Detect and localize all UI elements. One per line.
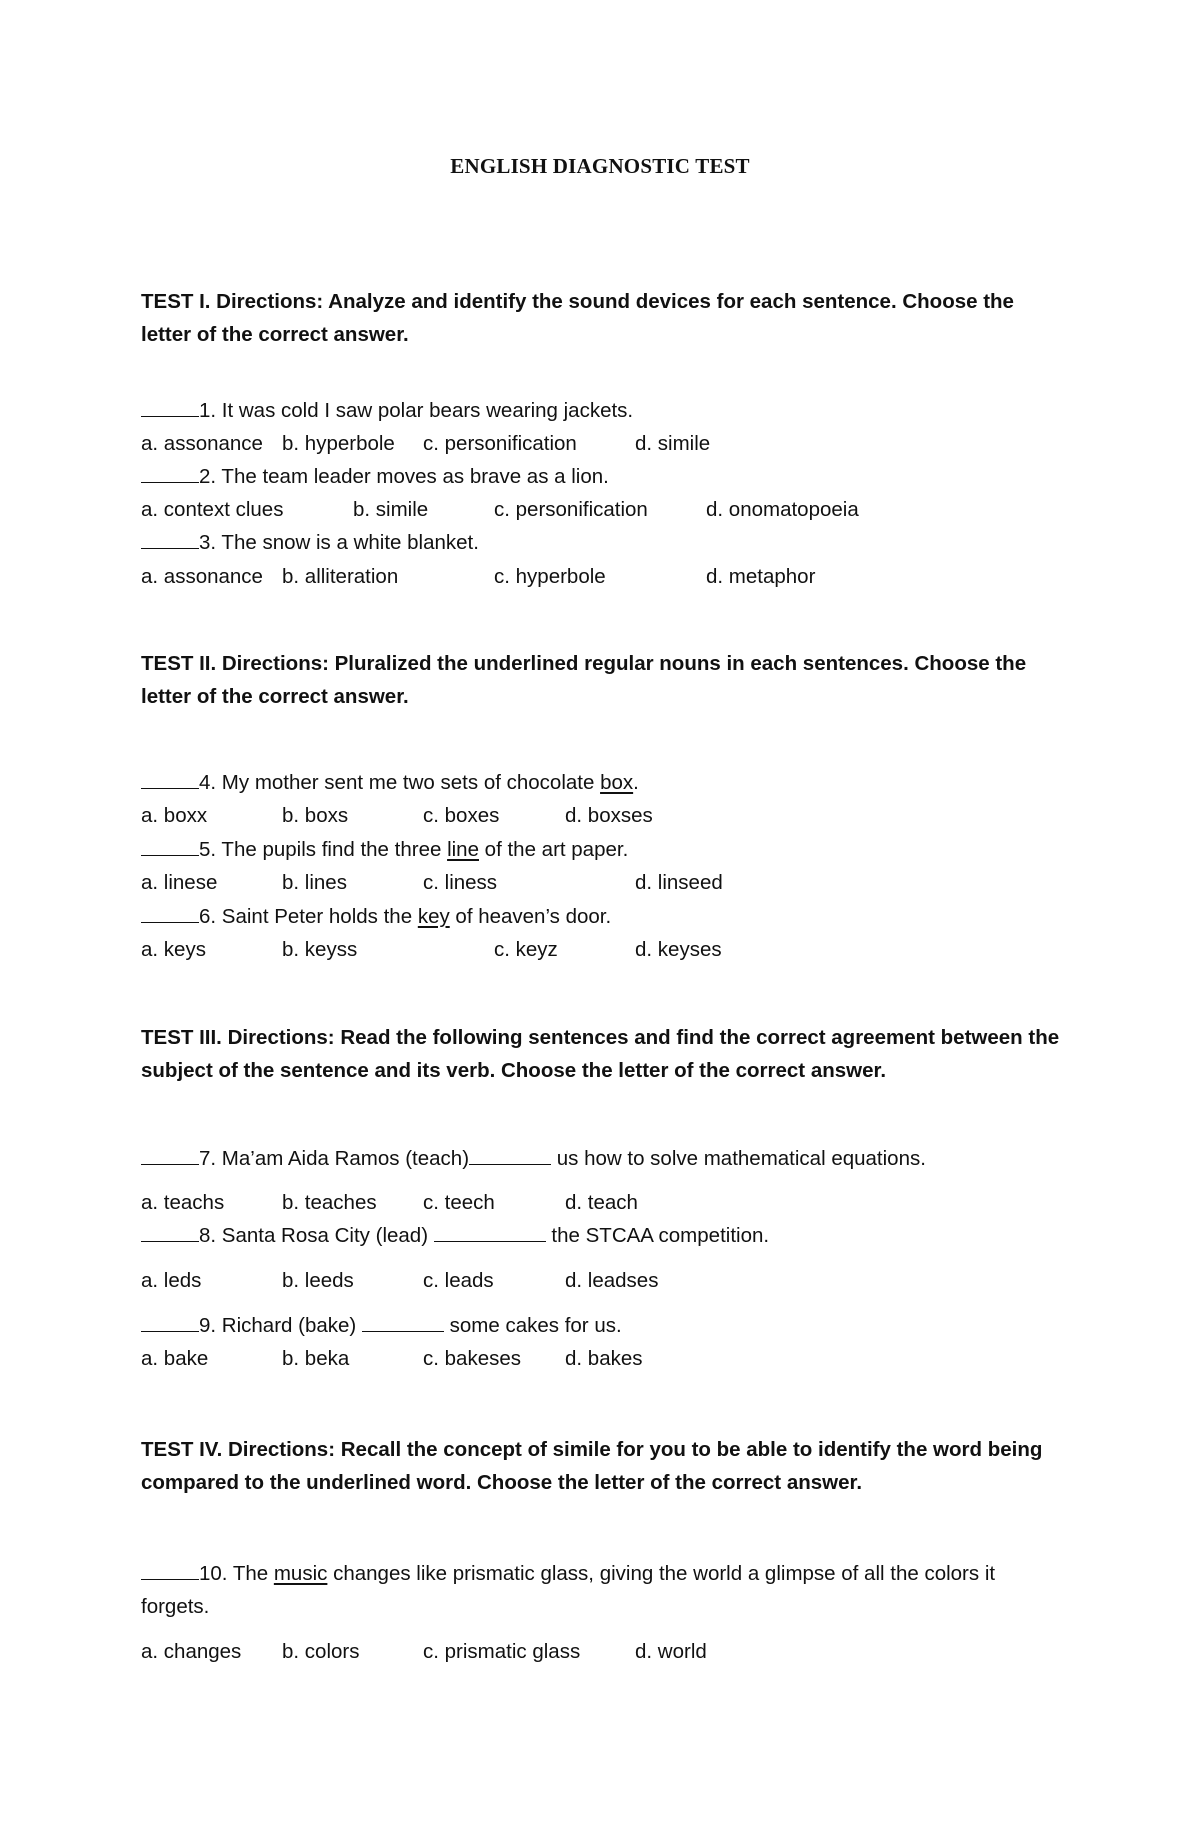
page-title: ENGLISH DIAGNOSTIC TEST	[450, 154, 750, 178]
answer-blank[interactable]	[141, 902, 199, 923]
underlined-word: line	[447, 838, 479, 861]
test-3-directions: TEST III. Directions: Read the following sentences and find the correct agreement between the subject of the sentence and its verb. Choose the letter of the correct answer.	[141, 1026, 1060, 1082]
option-d[interactable]: d. teach	[565, 1191, 638, 1214]
option-b[interactable]: b. simile	[353, 498, 429, 521]
option-c[interactable]: c. leads	[423, 1269, 494, 1292]
question-6: 6. Saint Peter holds the key of heaven’s door.	[141, 900, 1081, 933]
option-d[interactable]: d. linseed	[635, 871, 723, 894]
question-3: 3. The snow is a white blanket.	[141, 526, 1081, 559]
answer-blank[interactable]	[141, 396, 199, 417]
question-10: 10. The music changes like prismatic glass, giving the world a glimpse of all the colors it forgets.	[141, 1557, 1061, 1623]
option-c[interactable]: c. hyperbole	[494, 565, 606, 588]
answer-blank[interactable]	[141, 768, 199, 789]
question-4: 4. My mother sent me two sets of chocolate box.	[141, 766, 1081, 799]
question-2: 2. The team leader moves as brave as a lion.	[141, 460, 1081, 493]
underlined-word: box	[600, 771, 634, 794]
answer-blank[interactable]	[141, 1311, 199, 1332]
underlined-word: key	[417, 905, 450, 928]
test-4-directions: TEST IV. Directions: Recall the concept of simile for you to be able to identify the word being compared to the underlined word. Choose the letter of the correct answer.	[141, 1438, 1043, 1494]
option-c[interactable]: c. prismatic glass	[423, 1640, 581, 1663]
option-a[interactable]: a. keys	[141, 938, 206, 961]
option-b[interactable]: b. keyss	[282, 938, 358, 961]
underlined-word: music	[273, 1562, 328, 1585]
answer-blank[interactable]	[141, 462, 199, 483]
option-d[interactable]: d. boxses	[565, 804, 653, 827]
test-1-directions: TEST I. Directions: Analyze and identify the sound devices for each sentence. Choose the letter of the correct answer.	[141, 290, 1014, 346]
option-a[interactable]: a. boxx	[141, 804, 208, 827]
option-b[interactable]: b. colors	[282, 1640, 360, 1663]
option-b[interactable]: b. hyperbole	[282, 432, 395, 455]
option-b[interactable]: b. beka	[282, 1347, 350, 1370]
option-d[interactable]: d. simile	[635, 432, 711, 455]
answer-blank[interactable]	[141, 1144, 199, 1165]
option-d[interactable]: d. bakes	[565, 1347, 643, 1370]
test-2-directions: TEST II. Directions: Pluralized the underlined regular nouns in each sentences. Choose the letter of the correct answer.	[141, 652, 1027, 708]
option-c[interactable]: c. liness	[423, 871, 498, 894]
answer-blank[interactable]	[141, 528, 199, 549]
verb-blank[interactable]	[469, 1144, 551, 1165]
option-a[interactable]: a. teachs	[141, 1191, 225, 1214]
option-b[interactable]: b. alliteration	[282, 565, 399, 588]
question-9: 9. Richard (bake) some cakes for us.	[141, 1309, 1081, 1342]
option-c[interactable]: c. bakeses	[423, 1347, 521, 1370]
verb-blank[interactable]	[362, 1311, 444, 1332]
option-d[interactable]: d. metaphor	[706, 565, 816, 588]
option-d[interactable]: d. onomatopoeia	[706, 498, 859, 521]
question-1: 1. It was cold I saw polar bears wearing jackets.	[141, 394, 1081, 427]
option-a[interactable]: a. assonance	[141, 432, 263, 455]
option-c[interactable]: c. personification	[494, 498, 648, 521]
option-c[interactable]: c. boxes	[423, 804, 500, 827]
option-d[interactable]: d. leadses	[565, 1269, 659, 1292]
option-b[interactable]: b. lines	[282, 871, 347, 894]
option-a[interactable]: a. bake	[141, 1347, 209, 1370]
option-d[interactable]: d. keyses	[635, 938, 722, 961]
question-7: 7. Ma’am Aida Ramos (teach) us how to solve mathematical equations.	[141, 1142, 1081, 1175]
option-b[interactable]: b. leeds	[282, 1269, 354, 1292]
option-c[interactable]: c. personification	[423, 432, 577, 455]
option-a[interactable]: a. leds	[141, 1269, 202, 1292]
question-8: 8. Santa Rosa City (lead) the STCAA competition.	[141, 1219, 1081, 1252]
answer-blank[interactable]	[141, 1221, 199, 1242]
verb-blank[interactable]	[434, 1221, 546, 1242]
option-c[interactable]: c. teech	[423, 1191, 495, 1214]
option-a[interactable]: a. context clues	[141, 498, 284, 521]
option-c[interactable]: c. keyz	[494, 938, 558, 961]
question-5: 5. The pupils find the three line of the art paper.	[141, 833, 1081, 866]
option-b[interactable]: b. boxs	[282, 804, 349, 827]
option-d[interactable]: d. world	[635, 1640, 707, 1663]
answer-blank[interactable]	[141, 1559, 199, 1580]
option-a[interactable]: a. assonance	[141, 565, 263, 588]
answer-blank[interactable]	[141, 835, 199, 856]
option-a[interactable]: a. linese	[141, 871, 218, 894]
option-b[interactable]: b. teaches	[282, 1191, 377, 1214]
option-a[interactable]: a. changes	[141, 1640, 242, 1663]
